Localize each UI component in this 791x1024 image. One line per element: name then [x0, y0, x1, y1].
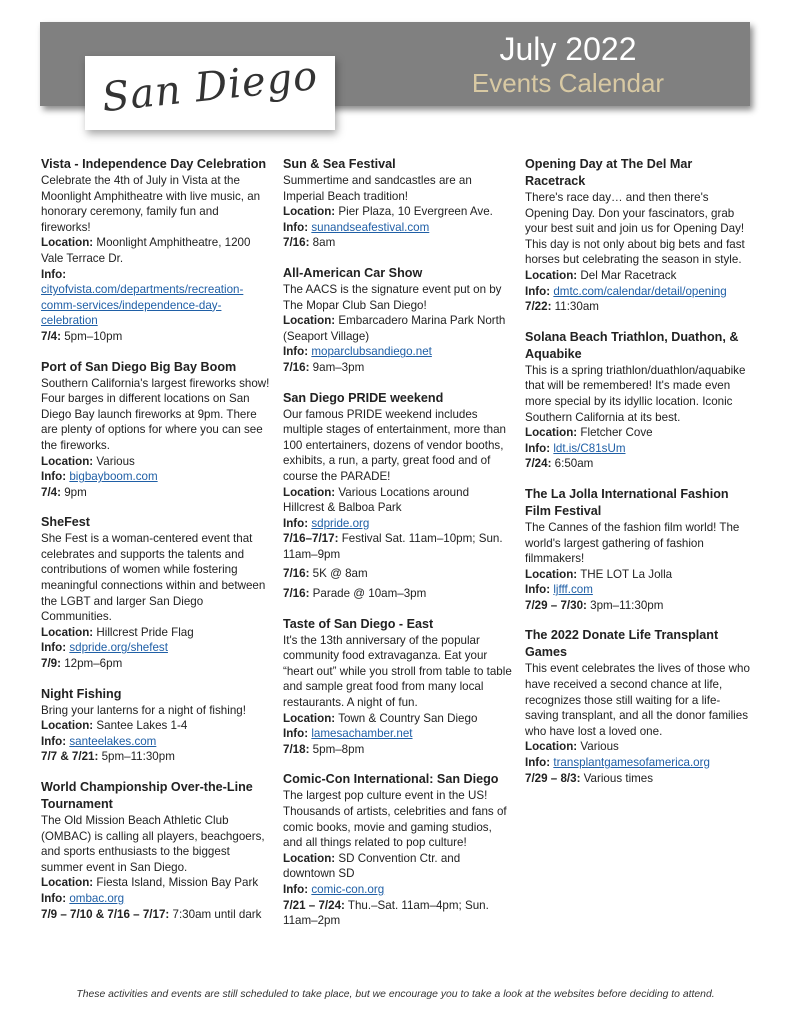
location-label: Location:: [525, 268, 578, 282]
event-time: [283, 898, 513, 929]
event-date: 7/18:: [283, 742, 310, 756]
event-time: [41, 656, 271, 672]
event-title: Vista - Independence Day Celebration: [41, 157, 267, 171]
event-info: [525, 755, 753, 771]
event-description: This is a spring triathlon/duathlon/aquabike that will be remembered! It's made even more special by its idyllic location. Iconic Southern California at its best.: [525, 363, 746, 424]
info-label: Info:: [525, 441, 551, 455]
event-date: 7/4:: [41, 485, 61, 499]
event-hours: 5K @ 8am: [312, 567, 368, 581]
event-date: 7/16:: [283, 360, 310, 374]
event-hours: 11:30am: [554, 300, 599, 314]
event-hours: 3pm–11:30pm: [590, 598, 664, 612]
event: [283, 390, 513, 602]
event-title: Solana Beach Triathlon, Duathon, & Aquabike: [525, 329, 739, 361]
event-info: [41, 734, 271, 750]
location-value: Various: [580, 740, 619, 754]
event-description: Bring your lanterns for a night of fishing!: [41, 703, 246, 717]
event-hours: 5pm–11:30pm: [101, 750, 175, 764]
event: [41, 514, 271, 671]
event-date: 7/16:: [283, 587, 310, 601]
event-info: [41, 469, 271, 485]
event-title: San Diego PRIDE weekend: [283, 390, 444, 405]
event-info: [525, 441, 753, 457]
event-description: It's the 13th anniversary of the popular community food extravaganza. Eat your “heart out” while you stroll from table to table and sample great food from many local restaurants. A night of fun.: [283, 633, 512, 710]
event: [525, 627, 753, 786]
info-label: Info:: [283, 220, 309, 234]
page-subtitle: Events Calendar: [471, 68, 665, 98]
event-hours: 5pm–8pm: [312, 742, 365, 756]
info-link[interactable]: lamesachamber.net: [311, 727, 413, 741]
info-label: Info:: [41, 267, 67, 281]
event-info: [283, 882, 513, 898]
info-label: Info:: [525, 284, 551, 298]
info-link[interactable]: sdpride.org: [311, 516, 370, 530]
event-date: 7/9:: [41, 657, 61, 671]
location-label: Location:: [41, 625, 94, 639]
event-title: Opening Day at The Del Mar Racetrack: [525, 157, 693, 188]
event-time: [525, 771, 753, 787]
event-date: 7/16:: [283, 236, 310, 250]
event-description: Celebrate the 4th of July in Vista at the Moonlight Amphitheatre with live music, an honorary ceremony, family fun and fireworks!: [41, 174, 261, 234]
event-hours: 7:30am until dark: [172, 907, 262, 921]
info-link[interactable]: santeelakes.com: [69, 734, 157, 748]
event-time: [41, 749, 271, 765]
info-link[interactable]: bigbayboom.com: [69, 470, 158, 484]
event-location: [283, 711, 513, 727]
event-time: [283, 742, 513, 758]
event-date: 7/22:: [525, 300, 552, 314]
event-location: [41, 454, 271, 470]
location-label: Location:: [283, 485, 336, 499]
event: [41, 359, 271, 501]
location-label: Location:: [41, 454, 94, 468]
event-info: [525, 582, 753, 598]
event-title: Night Fishing: [41, 686, 122, 701]
event-time: [283, 235, 513, 251]
location-value: Various: [96, 454, 135, 468]
event-description: There's race day… and then there's Opening Day. Don your fascinators, grab your best suit and join us for Opening Day! This day is not only about big bets and fast horses but celebrating the season in style.: [525, 191, 745, 267]
event-title: World Championship Over-the-Line Tournament: [41, 780, 253, 811]
event: [41, 686, 271, 765]
event-time: [525, 598, 753, 614]
event: [525, 156, 753, 315]
event-hours: Various times: [583, 771, 654, 785]
location-label: Location:: [283, 851, 336, 865]
event-title: Sun & Sea Festival: [283, 157, 396, 171]
event-title: All-American Car Show: [283, 265, 423, 280]
info-link[interactable]: comic-con.org: [311, 882, 385, 896]
location-label: Location:: [525, 426, 578, 440]
logo: [85, 52, 335, 130]
event-title: The 2022 Donate Life Transplant Games: [525, 628, 719, 660]
event-location: [525, 425, 753, 441]
location-value: Del Mar Racetrack: [580, 268, 677, 282]
event-date: 7/16:: [283, 567, 310, 581]
event: [283, 156, 513, 251]
info-link[interactable]: ldt.is/C81sUm: [553, 441, 626, 455]
event-location: [525, 268, 753, 284]
location-label: Location:: [283, 314, 336, 328]
event-info: [525, 284, 753, 300]
event-hours: 6:50am: [554, 457, 594, 471]
info-link[interactable]: sdpride.org/shefest: [69, 641, 168, 655]
location-label: Location:: [283, 711, 336, 725]
event-time: [525, 456, 753, 472]
column-3: [525, 156, 753, 800]
event-time: [41, 907, 271, 923]
location-label: Location:: [41, 236, 94, 250]
info-label: Info:: [283, 727, 309, 741]
event-date: 7/9 – 7/10 & 7/16 – 7/17:: [41, 907, 170, 921]
event-hours: 12pm–6pm: [64, 657, 123, 671]
event-description: Southern California's largest fireworks show! Four barges in different locations on San Diego Bay launch fireworks at 9pm. There are plenty of options for where you can see the fireworks.: [41, 376, 270, 452]
event-hours: 9pm: [64, 485, 87, 499]
event-title: Taste of San Diego - East: [283, 616, 434, 631]
event-date: 7/29 – 7/30:: [525, 598, 587, 612]
event-description: Summertime and sandcastles are an Imperial Beach tradition!: [283, 174, 472, 203]
info-link[interactable]: ljfff.com: [553, 583, 593, 597]
event-hours: 9am–3pm: [312, 360, 365, 374]
location-label: Location:: [525, 740, 578, 754]
event-hours: Thu.–Sat. 11am–4pm; Sun. 11am–2pm: [283, 898, 489, 928]
event-info: [41, 891, 271, 907]
event-location: [283, 485, 513, 516]
location-value: Various Locations around Hillcrest & Balboa Park: [283, 485, 470, 515]
event-date: 7/16–7/17:: [283, 532, 339, 546]
event: [525, 486, 753, 614]
event-hours: 8am: [312, 236, 336, 250]
column-2: [283, 156, 513, 943]
location-label: Location:: [41, 719, 94, 733]
event-info: [41, 267, 271, 329]
event-location: [41, 625, 271, 641]
event-location: [525, 567, 753, 583]
info-link[interactable]: dmtc.com/calendar/detail/opening: [553, 284, 727, 298]
info-label: Info:: [283, 516, 309, 530]
event: [41, 156, 271, 345]
event-info: [283, 344, 513, 360]
event-description: She Fest is a woman-centered event that celebrates and supports the talents and contributions of women while fostering meaningful connections within and between the LGBT and larger San Diego Communities.: [41, 532, 266, 624]
info-label: Info:: [283, 882, 309, 896]
location-label: Location:: [525, 567, 578, 581]
info-label: Info:: [41, 734, 67, 748]
info-label: Info:: [41, 641, 67, 655]
footer-note: These activities and events are still scheduled to take place, but we encourage you to take a look at the websites before deciding to attend.: [76, 989, 715, 1000]
event-description: The Old Mission Beach Athletic Club (OMBAC) is calling all players, beachgoers, and sports enthusiasts to the biggest summer event in San Diego.: [41, 814, 265, 874]
info-label: Info:: [41, 891, 67, 905]
event-time: [283, 566, 513, 582]
info-link[interactable]: transplantgamesofamerica.org: [553, 756, 710, 770]
event: [283, 265, 513, 376]
event-hours: 5pm–10pm: [64, 329, 123, 343]
event-description: The largest pop culture event in the US! Thousands of artists, celebrities and fans of comic books, movie and gaming studios, and all things related to pop culture!: [283, 789, 507, 850]
location-value: THE LOT La Jolla: [580, 567, 673, 581]
event-date: 7/7 & 7/21:: [41, 750, 99, 764]
location-value: Town & Country San Diego: [338, 711, 478, 725]
location-value: Santee Lakes 1-4: [96, 719, 188, 733]
event-location: [41, 235, 271, 266]
event-time: [283, 531, 513, 562]
info-label: Info:: [283, 345, 309, 359]
info-label: Info:: [525, 756, 551, 770]
event-hours: Festival Sat. 11am–10pm; Sun. 11am–9pm: [283, 532, 503, 561]
event-location: [525, 739, 753, 755]
info-link[interactable]: sunandseafestival.com: [311, 220, 430, 234]
event-hours: Parade @ 10am–3pm: [312, 587, 427, 601]
event-description: The AACS is the signature event put on by The Mopar Club San Diego!: [283, 282, 502, 312]
event-date: 7/29 – 8/3:: [525, 771, 581, 785]
event-title: SheFest: [41, 515, 90, 530]
event-description: This event celebrates the lives of those who have received a second chance at life, recognizes those still waiting for a life-saving transplant, and all the donor families who have lost a loved one.: [525, 662, 750, 738]
event-description: The Cannes of the fashion film world! The world's largest gathering of fashion filmmakers!: [525, 520, 740, 566]
event-location: [283, 204, 513, 220]
location-value: Moonlight Amphitheatre, 1200 Vale Terrace Dr.: [41, 236, 251, 265]
event: [283, 771, 513, 928]
event-location: [283, 851, 513, 882]
location-value: Pier Plaza, 10 Evergreen Ave.: [338, 205, 493, 219]
location-label: Location:: [41, 876, 94, 890]
info-label: Info:: [525, 583, 551, 597]
event-info: [41, 640, 271, 656]
page-title: July 2022: [499, 31, 637, 67]
location-value: SD Convention Ctr. and downtown SD: [283, 851, 461, 881]
info-link[interactable]: moparclubsandiego.net: [311, 345, 432, 359]
event-time: [41, 329, 271, 345]
event-title: The La Jolla International Fashion Film Festival: [525, 486, 729, 518]
location-value: Fiesta Island, Mission Bay Park: [96, 876, 259, 890]
event-info: [283, 726, 513, 742]
event-time: [41, 485, 271, 501]
event-info: [283, 516, 513, 532]
event-time: [283, 360, 513, 376]
event-location: [41, 718, 271, 734]
location-value: Hillcrest Pride Flag: [96, 625, 194, 639]
event-description: Our famous PRIDE weekend includes multiple stages of entertainment, more than 100 entertainers, dozens of vendor booths, exhibits, a run, a party, great food and of course the PARADE!: [283, 407, 506, 483]
info-link[interactable]: cityofvista.com/departments/recreation-comm-services/independence-day-celebration: [41, 283, 244, 328]
location-value: Fletcher Cove: [580, 426, 653, 440]
event-info: [283, 220, 513, 236]
event: [41, 779, 271, 922]
event-location: [41, 875, 271, 891]
event-title: Comic-Con International: San Diego: [283, 772, 499, 787]
event-date: 7/24:: [525, 457, 552, 471]
info-link[interactable]: ombac.org: [69, 891, 125, 905]
event: [525, 329, 753, 472]
event: [283, 616, 513, 758]
event-date: 7/4:: [41, 329, 61, 343]
column-1: [41, 156, 271, 936]
event-date: 7/21 – 7/24:: [283, 898, 345, 912]
event-location: [283, 313, 513, 344]
event-time: [283, 586, 513, 602]
info-label: Info:: [41, 470, 67, 484]
event-time: [525, 299, 753, 315]
logo-text: San Diego: [99, 52, 321, 122]
location-value: Embarcadero Marina Park North (Seaport Village): [283, 314, 506, 343]
event-title: Port of San Diego Big Bay Boom: [41, 359, 237, 374]
location-label: Location:: [283, 205, 336, 219]
